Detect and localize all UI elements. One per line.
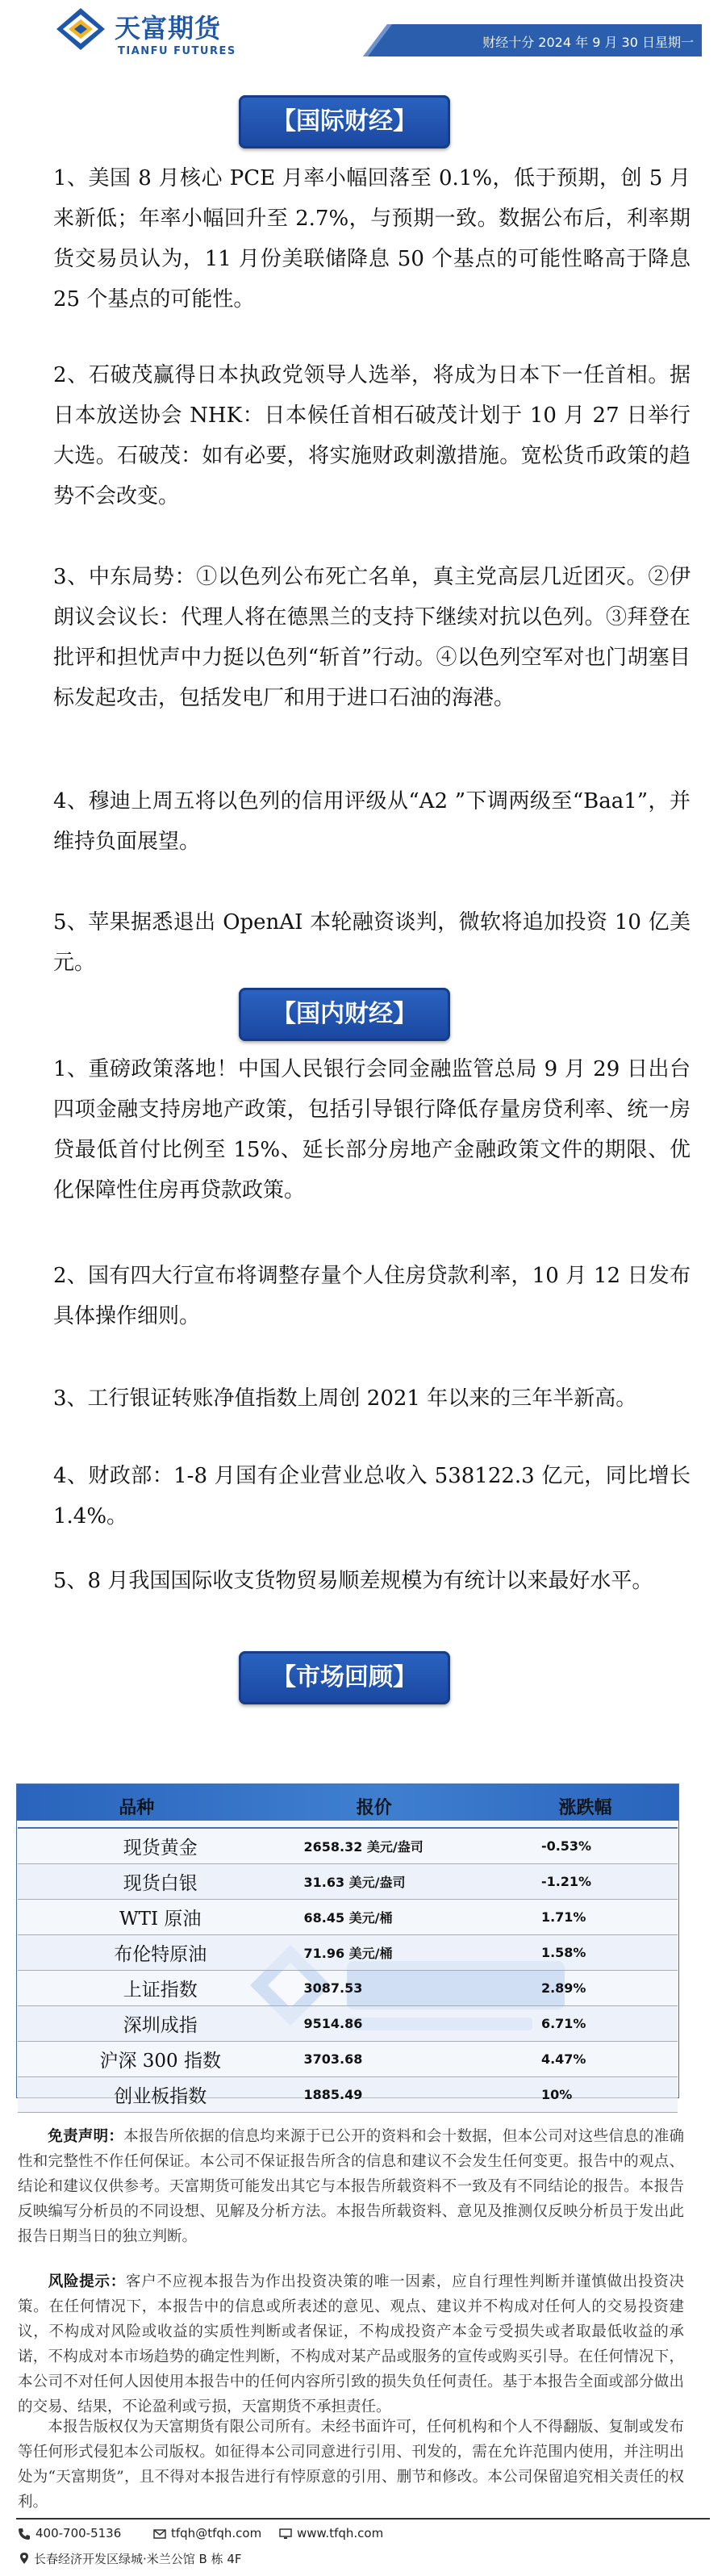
disclaimer-label: 免责声明： [48,2128,124,2145]
row-price: 9514.86 [255,2006,492,2042]
intl-news-item-2: 2、石破茂赢得日本执政党领导人选举，将成为日本下一任首相。据日本放送协会 NHK：日本候任首相石破茂计划于 10 月 27 日举行大选。石破茂：如有必要，将实施财政刺激措施。宽松货币政策的趋势不会改变。 [53,363,691,508]
row-name: 现货黄金 [18,1828,255,1864]
disclaimer-text: 本报告所依据的信息均来源于已公开的资料和会十数据，但本公司对这些信息的准确性和完整性不作任何保证。本公司不保证报告所含的信息和建议不会发生任何变更。报告中的观点、结论和建议仅供参考。天富期货可能发出其它与本报告所载资料不一致及有不同结论的报告。本报告反映编写分析员的不同设想、见解及分析方法。本报告所载资料、意见及推测仅反映分析员于发出此报告日期当日的独立判断。 [18,2128,684,2245]
row-price: 1885.49 [255,2077,492,2113]
intl-news-item-3: 3、中东局势：①以色列公布死亡名单，真主党高层几近团灭。②伊朗议会议长：代理人将在德黑兰的支持下继续对抗以色列。③拜登在批评和担忧声中力挺以色列“斩首”行动。④以色列空军对也门胡塞目标发起攻击，包括发电厂和用于进口石油的海港。 [53,565,691,710]
row-change: 1.71% [493,1900,678,1935]
row-change: 10% [493,2077,678,2113]
row-change: 4.47% [493,2042,678,2077]
table-header-row [18,1785,678,1828]
footer-divider [16,2518,710,2520]
table-row [18,1828,678,1864]
column-header-name: 品种 [18,1785,255,1828]
row-name: 现货白银 [18,1864,255,1900]
row-change: 1.58% [493,1935,678,1971]
row-name: 沪深 300 指数 [18,2042,255,2077]
row-price: 3703.68 [255,2042,492,2077]
footer-phone[interactable]: 400-700-5136 [35,2526,122,2540]
row-name: 创业板指数 [18,2077,255,2113]
market-review-table [18,1785,678,2113]
row-change: -1.21% [493,1864,678,1900]
table-row [18,2006,678,2042]
copyright-paragraph [18,2415,684,2515]
domestic-news-item-1: 1、重磅政策落地！中国人民银行会同金融监管总局 9 月 29 日出台四项金融支持房地产政策，包括引导银行降低存量房贷利率、统一房贷最低首付比例至 15%、延长部分房地产金融政策文件的期限、优化保障性住房再贷款政策。 [53,1057,691,1202]
row-change: 6.71% [493,2006,678,2042]
intl-news-item-5: 5、苹果据悉退出 OpenAI 本轮融资谈判，微软将追加投资 10 亿美元。 [53,910,691,975]
column-header-price: 报价 [255,1785,492,1828]
brand-name: 天富期货 [115,13,222,44]
risk-warning-paragraph [18,2269,684,2419]
table-row [18,1864,678,1900]
domestic-news-item-4: 4、财政部：1-8 月国有企业营业总收入 538122.3 亿元，同比增长 1.4%。 [53,1464,691,1528]
email-icon [153,2528,166,2540]
section-title-international: 【国际财经】 [239,95,450,148]
section-title-market: 【市场回顾】 [239,1651,450,1704]
footer-website[interactable]: www.tfqh.com [297,2526,384,2540]
disclaimer-paragraph [18,2124,684,2249]
row-price: 3087.53 [255,1971,492,2006]
row-name: 上证指数 [18,1971,255,2006]
intl-news-item-1: 1、美国 8 月核心 PCE 月率小幅回落至 0.1%，低于预期，创 5 月来新低；年率小幅回升至 2.7%，与预期一致。数据公布后，利率期货交易员认为，11 月份美联储降息 50 个基点的可能性略高于降息 25 个基点的可能性。 [53,166,691,312]
row-name: WTI 原油 [18,1900,255,1935]
brand-name-en: TIANFU FUTURES [118,45,236,57]
row-price: 71.96 美元/桶 [255,1935,492,1971]
column-header-change: 涨跌幅 [493,1785,678,1828]
section-title-domestic: 【国内财经】 [239,988,450,1041]
domestic-news-item-5: 5、8 月我国国际收支货物贸易顺差规模为有统计以来最好水平。 [53,1569,653,1593]
footer-address: 长春经济开发区绿城·米兰公馆 B 栋 4F [34,2552,242,2566]
row-change: -0.53% [493,1828,678,1864]
row-price: 2658.32 美元/盎司 [255,1828,492,1864]
report-date: 财经十分 2024 年 9 月 30 日星期一 [482,35,694,50]
domestic-news-item-3: 3、工行银证转账净值指数上周创 2021 年以来的三年半新高。 [53,1386,637,1411]
tianfu-logo-icon [55,6,106,52]
phone-icon [18,2528,31,2540]
risk-warning-text: 客户不应视本报告为作出投资决策的唯一因素，应自行理性判断并谨慎做出投资决策。在任何情况下，本报告中的信息或所表述的意见、观点、建议并不构成对任何人的交易投资建议，不构成对风险或收益的实质性判断或者保证，不构成投资产本金亏受损失或者取最低收益的承诺，不构成对本市场趋势的确定性判断，不构成对某产品或服务的宣传或购买引导。在任何情况下，本公司不对任何人因使用本报告中的任何内容所引致的损失负任何责任。基于本报告全面或部分做出的交易、结果，不论盈利或亏损，天富期货不承担责任。 [18,2273,684,2415]
table-row [18,1971,678,2006]
table-row [18,1935,678,1971]
table-row [18,2077,678,2113]
footer-email[interactable]: tfqh@tfqh.com [171,2526,262,2540]
monitor-icon [279,2528,292,2540]
copyright-text: 本报告版权仅为天富期货有限公司所有。未经书面许可，任何机构和个人不得翻版、复制或发布等任何形式侵犯本公司版权。如征得本公司同意进行引用、刊发的，需在允许范围内使用，并注明出处为“天富期货”，且不得对本报告进行有悖原意的引用、删节和修改。本公司保留追究相关责任的权利。 [18,2419,684,2511]
row-price: 68.45 美元/桶 [255,1900,492,1935]
domestic-news-item-2: 2、国有四大行宣布将调整存量个人住房贷款利率，10 月 12 日发布具体操作细则。 [53,1264,691,1328]
risk-warning-label: 风险提示： [48,2273,126,2290]
row-name: 布伦特原油 [18,1935,255,1971]
row-name: 深圳成指 [18,2006,255,2042]
table-row [18,1900,678,1935]
row-price: 31.63 美元/盎司 [255,1864,492,1900]
row-change: 2.89% [493,1971,678,2006]
location-pin-icon [18,2552,31,2565]
table-row [18,2042,678,2077]
intl-news-item-4: 4、穆迪上周五将以色列的信用评级从“A2 ”下调两级至“Baa1”，并维持负面展望。 [53,789,691,854]
